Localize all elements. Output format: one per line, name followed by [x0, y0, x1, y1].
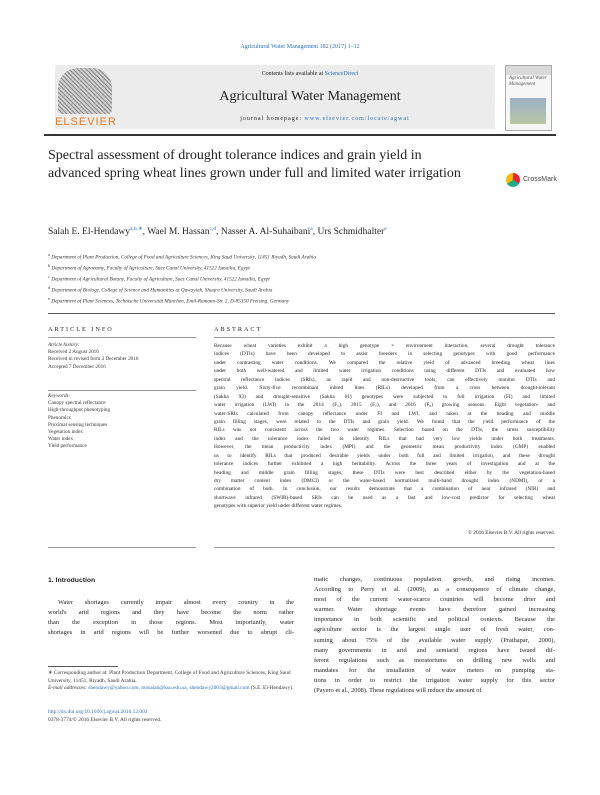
elsevier-logo: [44, 66, 128, 130]
abstract-line: index and the tolerance index failed to identify RILs that had very low yields under both treatments.: [214, 435, 555, 442]
abstract-line: shortwave infrared (SWIR)-based SRIs can be used as a fast and low-cost predictor for selecting wheat: [214, 494, 555, 501]
journal-citation[interactable]: Agricultural Water Management 182 (2017) 1–12: [240, 44, 360, 50]
abstract-text: [214, 342, 555, 511]
body-text-line: (Payero et al., 2008). These regulations will reduce the amount of: [314, 687, 482, 695]
corresponding-author-footnote: [48, 670, 294, 693]
keyword-item: Yield performance: [48, 443, 87, 450]
journal-cover-image: [505, 65, 552, 131]
crossmark-badge[interactable]: [506, 171, 566, 191]
abstract-line: tolerance indices further exhibited a high heritability. Across the three years of investigation and at the: [214, 461, 555, 468]
contents-available-line: [140, 71, 480, 77]
abstract-heading: ABSTRACT: [214, 326, 263, 333]
affiliation-list: [48, 251, 558, 306]
introduction-left-column: [48, 598, 294, 638]
body-text-line: Water shortages currently impair almost every country in the: [58, 599, 294, 606]
abstract-line: heading and middle grain filling stages, these DTIs were best described either by the vegetation-based: [214, 469, 555, 476]
affiliation-mark: e: [48, 296, 50, 302]
body-text-line: shortages in arid regions will be further worsened due to abrupt cli-: [48, 629, 294, 637]
keyword-item: Proximal sensing techniques: [48, 421, 108, 428]
info-divider: [48, 337, 196, 338]
author-affiliation-marks[interactable]: c,d: [209, 226, 217, 232]
history-label: Article history:: [48, 342, 80, 348]
footnote-author: ∗ Corresponding author at: Plant Production Department, College of Food and Agriculture Sciences, King Saud University, 11451, Riyadh, Saudi Arabia.: [48, 670, 291, 684]
abstract-line: water irrigation (LWI) in the 2014 (F₅), 2015 (F₇), and 2016 (F₈) growing seasons. Eight vegetation- and: [214, 402, 555, 409]
body-text-line: warmer. Water shortage events have therefore gained increasing: [314, 606, 555, 614]
history-line: Received in revised form 3 December 2016: [48, 356, 139, 363]
abstract-line: dry matter content index (DMCI) or the water-based normalized multi-band drought index (NDMI), or a: [214, 478, 555, 484]
issn-line: 0378-3774/© 2016 Elsevier B.V. All rights reserved.: [48, 717, 162, 723]
body-text-line: suming about 75% of the available water supply (Prathapar, 2000),: [314, 636, 555, 644]
email-label: E-mail addresses:: [48, 685, 87, 692]
author-affiliation-marks[interactable]: a: [310, 226, 313, 232]
affiliation-text: Department of Agricultural Botany, Faculty of Agriculture, Suez Canal University, 41522 Ismailia, Egypt: [51, 276, 270, 283]
abstract-divider: [214, 337, 555, 338]
crossmark-label: CrossMark: [523, 176, 557, 183]
affiliation-item: [48, 295, 558, 306]
keyword-item: Phenomics: [48, 414, 71, 421]
affiliation-text: Department of Plant Sciences, Technische Universität München, Emil-Ramann-Str. 2, D-85350 Freising, Germany: [51, 298, 290, 305]
keywords-label: Keywords:: [48, 393, 71, 399]
contents-prefix: Contents lists available at: [261, 71, 325, 77]
abstract-line: (Sakha 93) and drought-sensitive (Sakha 61) genotypes were subjected to full irrigation (FI) and limited: [214, 393, 555, 400]
affiliation-mark: a: [48, 252, 50, 257]
abstract-line: However, the mean productivity index (MPI) and the geometric mean productivity index (GMP) enabled: [214, 444, 555, 451]
abstract-line: RILs was not consistent across the two water regimes. Selection based on the DTIs, the stress susceptibility: [214, 427, 555, 434]
author-name: Nasser A. Al-Suhaibani: [220, 227, 311, 238]
affiliation-mark: b: [48, 263, 51, 269]
article-history: [48, 342, 198, 371]
author-affiliation-marks[interactable]: a,b,∗: [130, 226, 143, 232]
crossmark-icon: [506, 173, 520, 187]
doi-link[interactable]: http://dx.doi.org/10.1016/j.agwat.2016.12.003: [48, 709, 148, 715]
body-text-line: tions in order to restrict the irrigation water supply for this sector: [314, 676, 555, 684]
body-text-line: importance in both scientific and political contexts. Because the: [314, 616, 555, 624]
body-text-line: many governments in arid and semiarid regions have issued dif-: [314, 646, 555, 654]
body-text-line: world's arid regions and they have become the norm rather: [48, 609, 294, 617]
cover-band: [506, 66, 551, 75]
info-divider: [48, 390, 196, 391]
introduction-heading: 1. Introduction: [48, 577, 96, 584]
homepage-link[interactable]: www.elsevier.com/locate/agwat: [304, 116, 410, 122]
abstract-line: us to identify RILs that produced desirable yields under both full and limited irrigation, and these drought: [214, 452, 555, 459]
journal-homepage-line: [190, 116, 460, 122]
author-list: Salah E. El-Hendawy$^{a,b,∗}$, Wael M. Hassan$^{c,d}$, Nasser A. Al-Suhaibani$^a$, Urs Schmidhalter$^e$: [48, 226, 387, 238]
keywords-block: [48, 393, 198, 451]
cover-photo: [510, 98, 546, 124]
cover-title: Agricultural Water Management: [509, 76, 547, 87]
abstract-line: under both well-watered and limited water irrigation conditions using different DTIs and evaluated how: [214, 368, 555, 375]
homepage-prefix: journal homepage:: [240, 116, 305, 122]
abstract-line: water-SRIs calculated from canopy reflectance under FI and LWI, and taken at the heading and middle: [214, 410, 555, 417]
body-text-line: agriculture sector is the largest single user of fresh water, con-: [314, 626, 555, 634]
article-info-heading: ARTICLE INFO: [48, 326, 114, 333]
keyword-item: Water index: [48, 436, 74, 443]
author-name: Urs Schmidhalter: [317, 227, 385, 238]
abstract-line: under contrasting water conditions. We compared the relative yield of advanced breeding wheat lines: [214, 359, 555, 366]
email-links[interactable]: shendawy@yahoo.com, mosalah@ksu.edu.sa, shendawy2003@gmail.com: [88, 685, 250, 692]
body-text-line: matic changes, continuous population growth, and rising incomes.: [314, 576, 555, 583]
info-divider: [48, 547, 196, 548]
history-line: Accepted 7 December 2016: [48, 363, 106, 370]
abstract-line: grain yield. Sixty-five recombinant inbred lines (RILs) developed from a cross between drought-tolerant: [214, 385, 555, 392]
affiliation-item: [48, 262, 558, 273]
email-suffix: (S.E. El-Hendawy).: [250, 685, 294, 692]
footnote-divider: [48, 666, 118, 667]
body-text-line: mandates for the installation of water meters on pumping sta-: [314, 666, 555, 674]
sciencedirect-link[interactable]: ScienceDirect: [324, 71, 359, 77]
abstract-line: indices (DTIs) have been developed to assist breeders in selecting genotypes with good performance: [214, 351, 555, 358]
body-text-line: most of the current water-scarce countries will become drier and: [314, 596, 555, 604]
body-text-line: than the exception in those regions. Most importantly, water: [48, 619, 294, 627]
affiliation-item: [48, 284, 558, 295]
keyword-item: High-throughput phenotyping: [48, 407, 111, 414]
author-affiliation-marks[interactable]: e: [384, 226, 387, 232]
author-name: Wael M. Hassan: [147, 227, 210, 238]
abstract-divider: [214, 547, 555, 548]
header-divider: [44, 134, 556, 136]
body-text-line: ferent regulations such as moratoriums on drilling new wells and: [314, 656, 555, 664]
author-name: Salah E. El-Hendawy: [48, 227, 131, 238]
affiliation-text: Department of Plant Production, College of Food and Agriculture Sciences, King Saud University, 11451 Riyadh, Saudi Arabia: [51, 254, 316, 261]
affiliation-text: Department of Biology, College of Science and Humanities at Quwayiah, Shaqra University, Saudi Arabia: [51, 287, 273, 294]
abstract-line: grain filling stages, were related to the DTIs and grain yield. We found that the yield performance of the: [214, 418, 555, 425]
affiliation-mark: c: [48, 274, 50, 280]
affiliation-text: Department of Agronomy, Faculty of Agriculture, Suez Canal University, 41522 Ismailia, Egypt: [51, 265, 250, 272]
elsevier-wordmark: ELSEVIER: [55, 116, 117, 128]
keyword-item: Vegetation index: [48, 429, 84, 436]
affiliation-mark: d: [48, 285, 51, 291]
footnote-emails: [48, 685, 294, 693]
section-divider: [48, 313, 555, 314]
body-text-line: According to Perry et al. (2009), as a consequence of climate change,: [314, 586, 555, 594]
abstract-line: genotypes with superior yield under different water regimes.: [214, 503, 343, 510]
affiliation-item: [48, 251, 558, 262]
article-title: Spectral assessment of drought tolerance indices and grain yield in advanced spring wheat lines grown under full and limited water irrigation: [48, 148, 461, 181]
abstract-copyright: © 2016 Elsevier B.V. All rights reserved.: [467, 530, 555, 536]
keyword-item: Canopy spectral reflectance: [48, 400, 106, 407]
abstract-line: spectral reflectance indices (SRIs), as rapid and non-destructive tools, can effectively monitor DTIs and: [214, 376, 555, 383]
abstract-line: Because wheat varieties exhibit a high genotype × environment interaction, several drought tolerance: [214, 343, 555, 349]
history-line: Received 2 August 2016: [48, 349, 99, 356]
elsevier-tree-icon: [58, 68, 112, 114]
introduction-right-column: [314, 575, 555, 696]
journal-title: Agricultural Water Management: [219, 89, 401, 104]
affiliation-item: [48, 273, 558, 284]
abstract-line: combination of both. In conclusion, our results demonstrate that a combination of near infrared (NIR) and: [214, 486, 555, 493]
